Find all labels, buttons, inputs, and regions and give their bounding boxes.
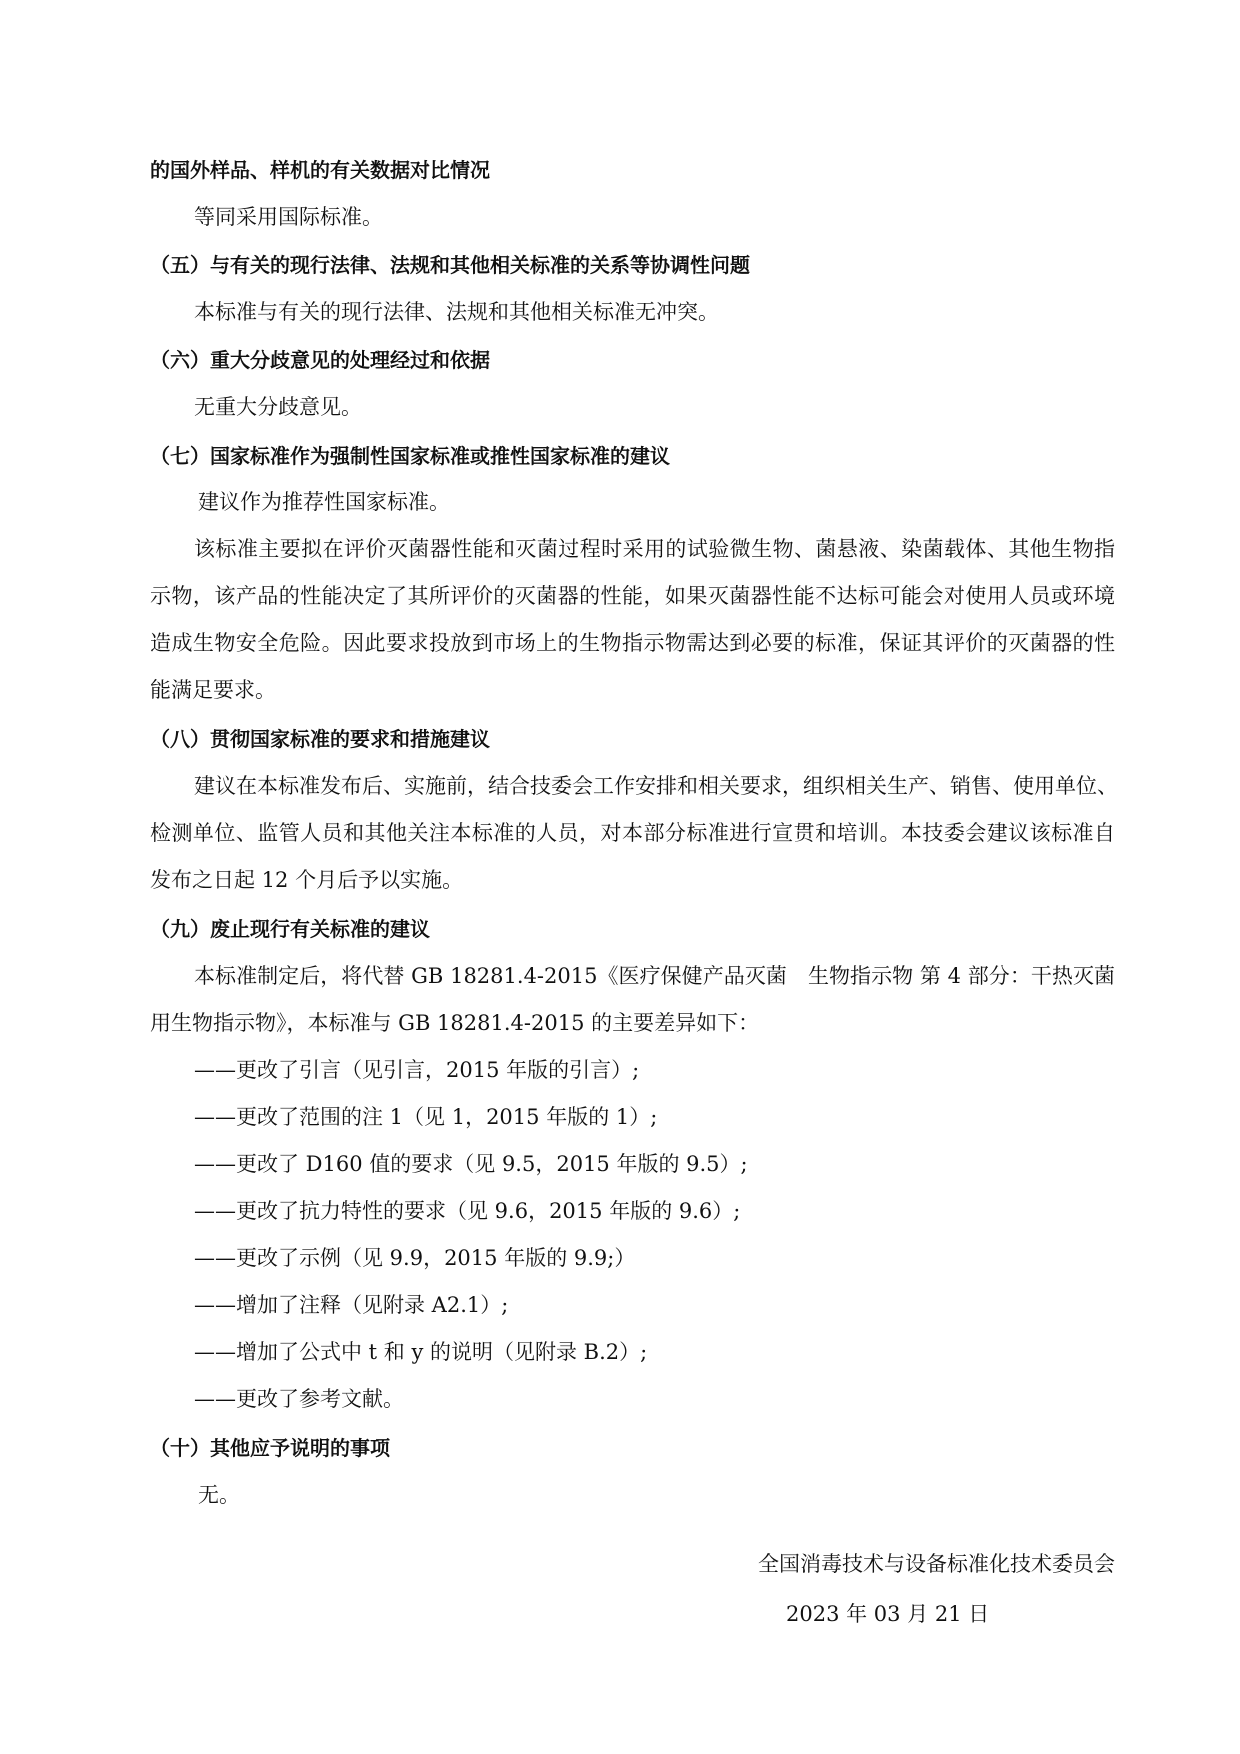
section-5-body: 本标准与有关的现行法律、法规和其他相关标准无冲突。	[194, 300, 719, 324]
section-8-para-line: 建议在本标准发布后、实施前，结合技委会工作安排和相关要求，组织相关生产、销售、使用单位、	[194, 774, 1118, 798]
section-7-heading: （七）国家标准作为强制性国家标准或推性国家标准的建议	[150, 444, 670, 468]
change-list-item: ——更改了范围的注 1（见 1，2015 年版的 1）;	[194, 1105, 658, 1129]
change-list-item: ——更改了引言（见引言，2015 年版的引言）;	[194, 1058, 640, 1082]
section-8-heading: （八）贯彻国家标准的要求和措施建议	[150, 727, 490, 751]
section-8-para-line: 发布之日起 12 个月后予以实施。	[150, 868, 464, 892]
section-5-heading: （五）与有关的现行法律、法规和其他相关标准的关系等协调性问题	[150, 253, 750, 277]
section-7-para-line: 造成生物安全危险。因此要求投放到市场上的生物指示物需达到必要的标准，保证其评价的灭菌器的性	[150, 631, 1115, 655]
section-6-body: 无重大分歧意见。	[194, 395, 362, 419]
change-list-item: ——增加了注释（见附录 A2.1）;	[194, 1293, 509, 1317]
section-10-heading: （十）其他应予说明的事项	[150, 1436, 390, 1460]
section-7-para-line: 该标准主要拟在评价灭菌器性能和灭菌过程时采用的试验微生物、菌悬液、染菌载体、其他生物指	[194, 537, 1115, 561]
section-7-para-line: 示物，该产品的性能决定了其所评价的灭菌器的性能，如果灭菌器性能不达标可能会对使用人员或环境	[150, 584, 1115, 608]
section-8-para-line: 检测单位、监管人员和其他关注本标准的人员，对本部分标准进行宣贯和培训。本技委会建议该标准自	[150, 821, 1115, 845]
change-list-item: ——更改了示例（见 9.9，2015 年版的 9.9;）	[194, 1246, 636, 1270]
section-10-body: 无。	[198, 1483, 240, 1507]
change-list-item: ——增加了公式中 t 和 y 的说明（见附录 B.2）;	[194, 1340, 648, 1364]
section-9-para-line: 本标准制定后，将代替 GB 18281.4-2015《医疗保健产品灭菌 生物指示物 第 4 部分：干热灭菌	[194, 964, 1115, 988]
change-list-item: ——更改了参考文献。	[194, 1387, 404, 1411]
change-list-item: ——更改了抗力特性的要求（见 9.6，2015 年版的 9.6）;	[194, 1199, 741, 1223]
signature-date: 2023 年 03 月 21 日	[786, 1602, 990, 1626]
section-7-para-line: 能满足要求。	[150, 678, 276, 702]
change-list-item: ——更改了 D160 值的要求（见 9.5，2015 年版的 9.5）;	[194, 1152, 748, 1176]
signature-organization: 全国消毒技术与设备标准化技术委员会	[758, 1552, 1115, 1576]
section-heading-continuation: 的国外样品、样机的有关数据对比情况	[150, 158, 490, 182]
section-9-para-line: 用生物指示物》，本标准与 GB 18281.4-2015 的主要差异如下：	[150, 1011, 760, 1035]
section-7-body: 建议作为推荐性国家标准。	[198, 490, 450, 514]
section-4-body: 等同采用国际标准。	[194, 205, 383, 229]
section-6-heading: （六）重大分歧意见的处理经过和依据	[150, 348, 490, 372]
section-9-heading: （九）废止现行有关标准的建议	[150, 917, 430, 941]
